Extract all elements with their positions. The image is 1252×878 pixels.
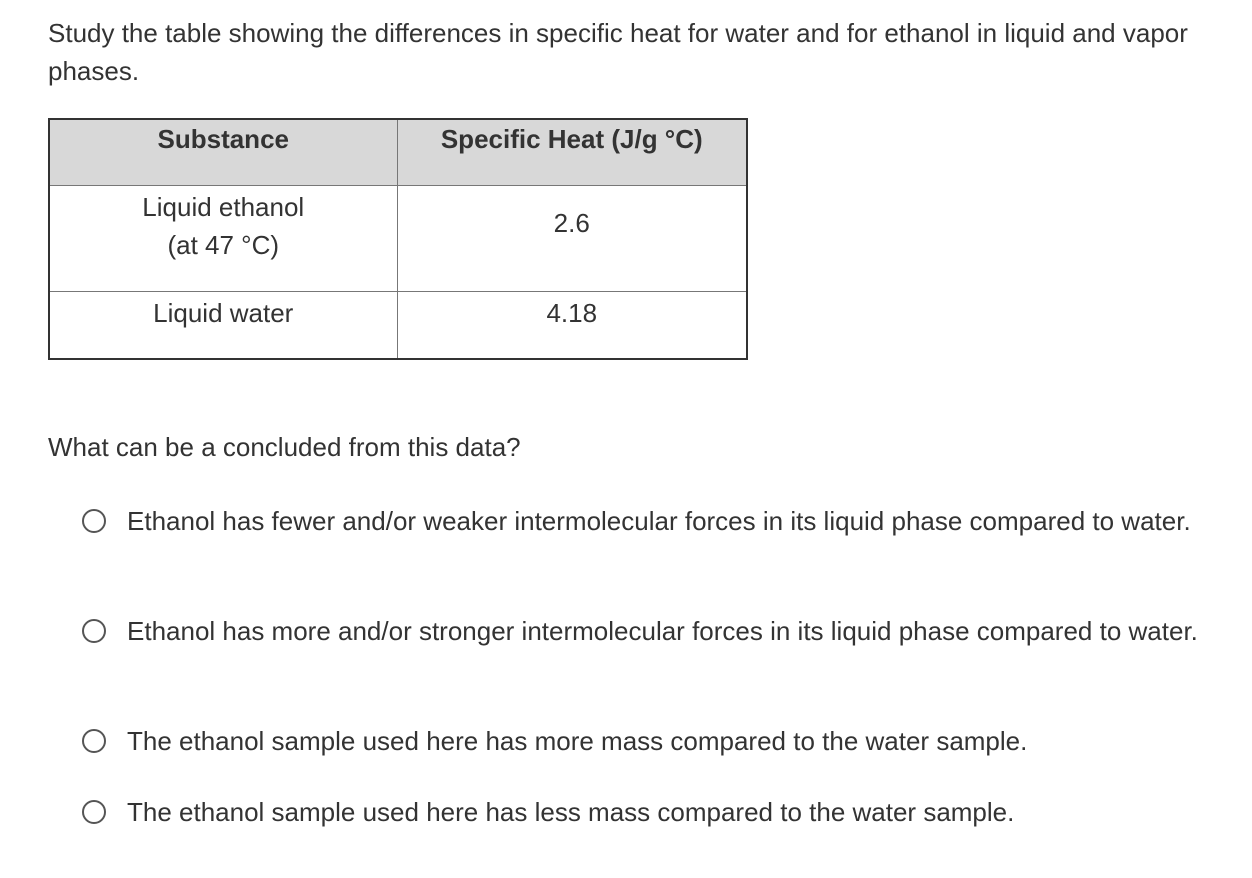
specific-heat-cell: 2.6 [397,185,747,291]
specific-heat-table [48,118,748,360]
substance-cell [49,185,397,291]
table-row [49,291,747,359]
question-prompt: Study the table showing the differences in specific heat for water and for ethanol in liquid and vapor phases. [48,18,1188,86]
answer-option-label: Ethanol has fewer and/or weaker intermolecular forces in its liquid phase compared to water. [127,506,1191,536]
table-header-row [49,119,747,185]
radio-button[interactable] [82,729,106,753]
substance-condition: (at 47 °C) [167,229,280,260]
substance-cell [49,291,397,359]
answer-option-label: The ethanol sample used here has more mass compared to the water sample. [127,726,1028,756]
answer-option-label: The ethanol sample used here has less mass compared to the water sample. [127,797,1015,827]
answer-option[interactable] [82,612,1222,650]
radio-button[interactable] [82,619,106,643]
answer-option[interactable] [82,793,1222,831]
table-row [49,185,747,291]
column-header-substance: Substance [49,119,397,185]
substance-name: Liquid water [153,297,294,328]
radio-button[interactable] [82,509,106,533]
radio-button[interactable] [82,800,106,824]
answer-option[interactable] [82,722,1222,760]
specific-heat-cell: 4.18 [397,291,747,359]
answer-option[interactable] [82,502,1222,540]
substance-name: Liquid ethanol [142,191,305,222]
answer-option-label: Ethanol has more and/or stronger intermolecular forces in its liquid phase compared to water. [127,616,1198,646]
question-text: What can be a concluded from this data? [48,432,521,462]
column-header-specific-heat: Specific Heat (J/g °C) [397,119,747,185]
